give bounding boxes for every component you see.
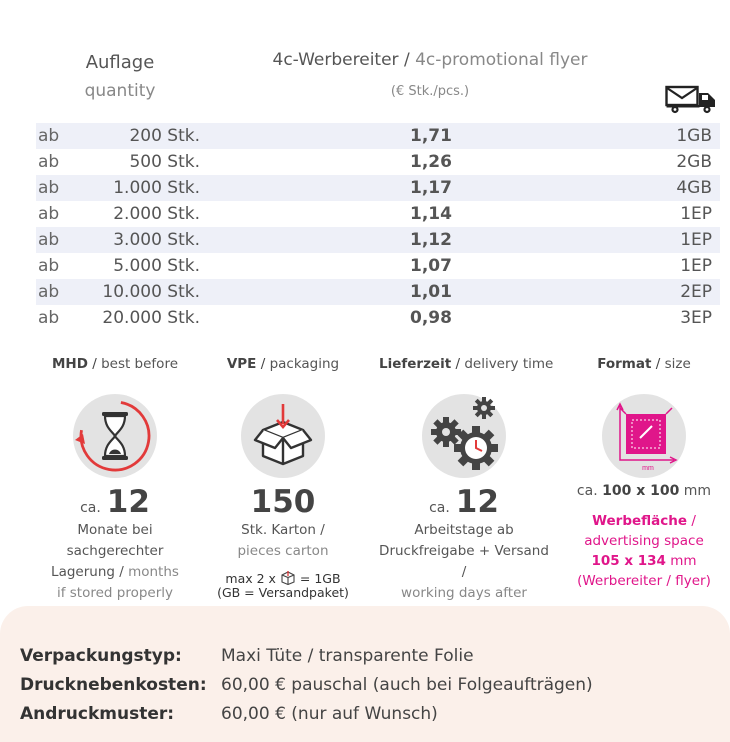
- price-row: [36, 201, 720, 227]
- feature-mhd: [30, 356, 200, 604]
- vpe-text: Stk. Karton / pieces carton: [237, 522, 329, 559]
- price-row: [36, 253, 720, 279]
- price-row: [36, 279, 720, 305]
- price-ab: ab: [38, 178, 60, 198]
- price-value: 1,14: [410, 204, 452, 224]
- mhd-circle: [73, 394, 157, 478]
- mhd-ca: ca.: [80, 500, 101, 516]
- footer-row-additional-costs: Drucknebenkosten: 60,00 € pauschal (auch bei Folgeaufträgen): [20, 675, 593, 695]
- delivery-text: Arbeitstage ab Druckfreigabe + Versand / working days after: [379, 522, 549, 601]
- format-title: Format / size: [597, 356, 691, 372]
- price-value: 1,01: [410, 282, 452, 302]
- format-area: Werbefläche / advertising space 105 x 134 mm (Werbereiter / flyer): [577, 513, 711, 589]
- vpe-note: max 2 x = 1GB (GB = Versandpaket): [217, 571, 349, 600]
- feature-delivery: [379, 356, 554, 646]
- header-auflage: Auflage: [85, 52, 155, 73]
- vpe-number: 150: [250, 484, 316, 520]
- feature-vpe: [198, 356, 368, 600]
- hourglass-icon: [73, 394, 157, 478]
- format-size: ca. 100 x 100 mm: [576, 483, 712, 499]
- header-product: [225, 50, 635, 70]
- delivery-circle: [422, 394, 506, 478]
- shipping-units: 2EP: [680, 282, 712, 302]
- price-row: [36, 149, 720, 175]
- price-value: 1,71: [410, 126, 452, 146]
- price-quantity: 1.000 Stk.: [113, 178, 200, 198]
- mhd-text: Monate bei sachgerechter Lagerung / months if stored properly: [51, 522, 179, 601]
- shipping-units: 1GB: [676, 126, 712, 146]
- price-value: 1,07: [410, 256, 452, 276]
- format-circle: [602, 394, 686, 478]
- shipping-units: 4GB: [676, 178, 712, 198]
- footer-row-proof: Andruckmuster: 60,00 € (nur auf Wunsch): [20, 704, 438, 724]
- delivery-number: 12: [455, 484, 499, 520]
- price-ab: ab: [38, 256, 60, 276]
- price-row: [36, 227, 720, 253]
- price-value: 1,17: [410, 178, 452, 198]
- price-quantity: 5.000 Stk.: [113, 256, 200, 276]
- footer-row-packaging: Verpackungstyp: Maxi Tüte / transparente Folie: [20, 646, 474, 666]
- price-row: [36, 123, 720, 149]
- product-title-sep: /: [398, 50, 416, 70]
- vpe-circle: [241, 394, 325, 478]
- footer-info: [0, 606, 730, 742]
- price-row: [36, 175, 720, 201]
- price-quantity: 3.000 Stk.: [113, 230, 200, 250]
- price-ab: ab: [38, 308, 60, 328]
- price-ab: ab: [38, 204, 60, 224]
- shipping-units: 1EP: [680, 230, 712, 250]
- shipping-units: 1EP: [680, 256, 712, 276]
- price-ab: ab: [38, 126, 60, 146]
- vpe-title: VPE / packaging: [226, 356, 340, 372]
- price-value: 0,98: [410, 308, 452, 328]
- price-quantity: 500 Stk.: [129, 152, 200, 172]
- mhd-number: 12: [106, 484, 150, 520]
- feature-format: [559, 356, 729, 591]
- price-value: 1,26: [410, 152, 452, 172]
- shipping-units: 3EP: [680, 308, 712, 328]
- shipping-units: 1EP: [680, 204, 712, 224]
- price-quantity: 20.000 Stk.: [102, 308, 200, 328]
- delivery-truck-icon: [665, 84, 717, 114]
- small-box-icon: [280, 571, 296, 585]
- header-quantity: quantity: [84, 81, 156, 101]
- price-quantity: 2.000 Stk.: [113, 204, 200, 224]
- delivery-ca: ca.: [429, 500, 450, 516]
- format-axis-unit: mm: [642, 465, 654, 472]
- product-title-en: 4c-promotional flyer: [415, 50, 588, 70]
- format-size-icon: [602, 394, 686, 478]
- price-table: [36, 123, 720, 331]
- mhd-title: MHD / best before: [51, 356, 179, 372]
- price-row: [36, 305, 720, 331]
- price-value: 1,12: [410, 230, 452, 250]
- delivery-title: Lieferzeit / delivery time: [379, 356, 554, 372]
- price-ab: ab: [38, 152, 60, 172]
- price-ab: ab: [38, 230, 60, 250]
- product-title-de: 4c-Werbereiter: [272, 50, 399, 70]
- price-quantity: 10.000 Stk.: [102, 282, 200, 302]
- header-unit: (€ Stk./pcs.): [390, 84, 470, 99]
- shipping-units: 2GB: [676, 152, 712, 172]
- gears-clock-icon: [422, 394, 506, 478]
- price-quantity: 200 Stk.: [129, 126, 200, 146]
- price-ab: ab: [38, 282, 60, 302]
- box-icon: [241, 394, 325, 478]
